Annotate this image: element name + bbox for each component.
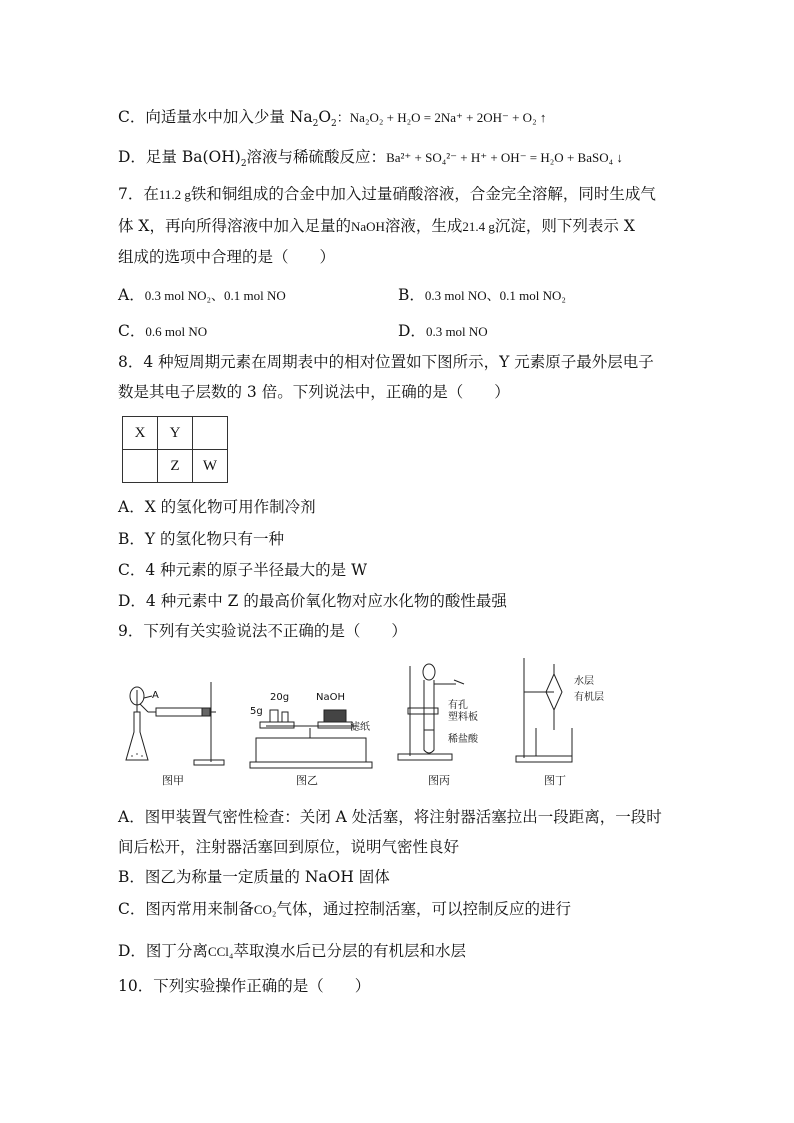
q8-text-1: 8．4 种短周期元素在周期表中的相对位置如下图所示，Y 元素原子最外层电子 (118, 353, 654, 371)
q9-c-co2: CO₂ (253, 902, 277, 917)
q6-c-label: C．向适量水中加入少量 Na (118, 108, 313, 126)
q8-b-text: B．Y 的氢化物只有一种 (118, 530, 285, 548)
q10-text-1: 10．下列实验操作正确的是（ ） (118, 977, 371, 995)
q6-d-label: D．足量 Ba(OH) (118, 148, 241, 166)
q9-option-d (118, 940, 466, 963)
q8-option-d (118, 590, 507, 612)
yi-caption: 图乙 (296, 774, 318, 787)
q7-naoh: NaOH (350, 219, 385, 234)
q7-a-label: A． (118, 286, 145, 304)
table-row (123, 450, 228, 483)
q8-option-a (118, 496, 316, 518)
table-cell (123, 450, 158, 483)
q7-option-d (398, 320, 488, 343)
table-row (123, 417, 228, 450)
figure-yi (246, 686, 386, 772)
q7-option-c (118, 320, 207, 343)
q8-c-text: C．4 种元素的原子半径最大的是 W (118, 561, 368, 579)
q6-option-d: D．足量 $Ba(OH)_2$溶液与稀硫酸反应：Ba²⁺ + SO₄²⁻ + H⁺ + OH⁻ = H₂O + BaSO₄ ↓ (118, 148, 623, 170)
q9-option-a-line-2 (118, 836, 459, 858)
bing-porous-label-1: 有孔 (448, 700, 468, 711)
q7-text-2e: 沉淀，则下列表示 X (494, 217, 635, 235)
q8-line-2 (118, 381, 510, 403)
q7-text-3: 组成的选项中合理的是（ ） (118, 248, 336, 266)
q7-b-value: 0.3 mol NO、0.1 mol NO₂ (424, 288, 566, 303)
q10-line-1 (118, 975, 370, 997)
table-cell: Z (158, 450, 193, 483)
q9-d-text-3: 萃取溴水后已分层的有机层和水层 (233, 942, 466, 960)
bing-porous-label-2: 塑料板 (448, 712, 478, 723)
bing-acid-label: 稀盐酸 (448, 734, 478, 745)
q9-line-1 (118, 620, 407, 642)
figure-bing (394, 662, 504, 772)
jia-label-a: A (152, 690, 159, 701)
q7-number: 7．在 (118, 185, 159, 203)
ding-caption: 图丁 (544, 774, 566, 787)
q8-line-1 (118, 351, 654, 373)
q6-option-c: C．向适量水中加入少量 $Na_2O_2$：Na₂O₂ + H₂O = 2Na⁺ + 2OH⁻ + O₂ ↑ (118, 108, 547, 130)
q9-a-text-1: A．图甲装置气密性检查：关闭 A 处活塞，将注射器活塞拉出一段距离，一段时 (118, 808, 662, 826)
q7-line-1 (118, 183, 656, 206)
bing-caption: 图丙 (428, 774, 450, 787)
q7-text-2c: 溶液，生成 (384, 217, 463, 235)
q7-option-b (398, 284, 566, 307)
q7-line-3 (118, 246, 335, 268)
ding-water-label: 水层 (574, 676, 594, 687)
q9-c-text-3: 气体，通过控制活塞，可以控制反应的进行 (276, 900, 571, 918)
yi-20g-label: 20g (270, 692, 290, 703)
q7-mass-2: 21.4 g (462, 219, 495, 234)
q8-a-text: A．X 的氢化物可用作制冷剂 (118, 498, 316, 516)
q9-a-text-2: 间后松开，注射器活塞回到原位，说明气密性良好 (118, 838, 460, 856)
q7-c-label: C． (118, 322, 146, 340)
q9-c-text-1: C．图丙常用来制备 (118, 900, 254, 918)
q8-d-text: D．4 种元素中 Z 的最高价氧化物对应水化物的酸性最强 (118, 592, 507, 610)
q8-option-b (118, 528, 284, 550)
q6-d-equation: Ba²⁺ + SO₄²⁻ + H⁺ + OH⁻ = H₂O + BaSO₄ ↓ (386, 150, 623, 165)
q9-d-ccl4: CCl₄ (207, 944, 234, 959)
q7-d-value: 0.3 mol NO (425, 324, 488, 339)
q9-b-text: B．图乙为称量一定质量的 NaOH 固体 (118, 868, 390, 886)
figure-jia (116, 670, 236, 770)
q7-b-label: B． (398, 286, 425, 304)
q9-d-text-1: D．图丁分离 (118, 942, 208, 960)
q8-text-2: 数是其电子层数的 3 倍。下列说法中，正确的是（ ） (118, 383, 510, 401)
q7-a-value: 0.3 mol NO₂、0.1 mol NO (144, 288, 286, 303)
table-cell: Y (158, 417, 193, 450)
jia-caption: 图甲 (162, 774, 184, 787)
q7-line-2 (118, 215, 635, 238)
q9-option-c (118, 898, 571, 921)
q8-option-c (118, 559, 367, 581)
q7-c-value: 0.6 mol NO (145, 324, 208, 339)
q6-d-mid: 溶液与稀硫酸反应： (246, 148, 387, 166)
ding-organic-label: 有机层 (574, 692, 604, 703)
yi-5g-label: 5g (250, 706, 263, 717)
table-cell (193, 417, 228, 450)
table-cell: W (193, 450, 228, 483)
q7-text-2a: 体 X，再向所得溶液中加入足量的 (118, 217, 351, 235)
q9-option-a-line-1 (118, 806, 662, 828)
q9-text-1: 9．下列有关实验说法不正确的是（ ） (118, 622, 407, 640)
yi-filter-label: 滤纸 (350, 722, 370, 733)
q7-text-1: 铁和铜组成的合金中加入过量硝酸溶液，合金完全溶解，同时生成气 (190, 185, 656, 203)
q7-mass-1: 11.2 g (158, 187, 191, 202)
q9-option-b (118, 866, 390, 888)
table-cell: X (123, 417, 158, 450)
q7-option-a (118, 284, 286, 307)
q6-c-equation: ：Na₂O₂ + H₂O = 2Na⁺ + 2OH⁻ + O₂ ↑ (336, 110, 547, 125)
periodic-table-fragment (122, 416, 228, 483)
yi-naoh-label: NaOH (316, 692, 345, 703)
q7-d-label: D． (398, 322, 426, 340)
figure-ding (514, 654, 624, 770)
